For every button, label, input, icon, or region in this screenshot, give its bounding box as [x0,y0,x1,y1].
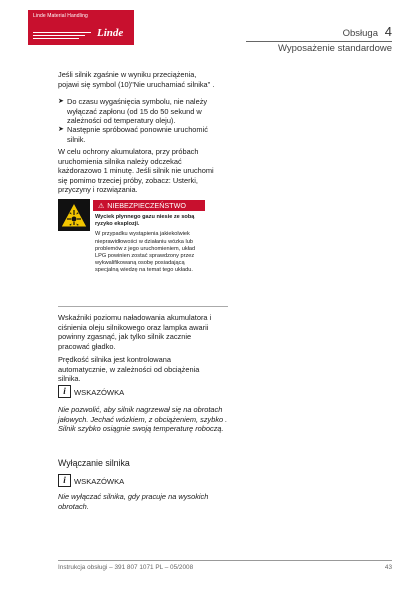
warning-emphasis: Wyciek płynnego gazu niesie ze sobą ryzyko eksplozji. [95,214,195,228]
arrow-bullet-icon: ➤ [58,98,64,105]
danger-warning [93,200,205,275]
explosion-hazard-icon [58,199,90,231]
note-text: Nie wyłączać silnika, gdy pracuje na wysokich obrotach. [58,492,209,511]
linde-logo [28,10,134,45]
note-label: WSKAZÓWKA [74,388,125,397]
speed-text: Prędkość silnika jest kontrolowana automatycznie, w zależności od obciążenia silnika. [58,355,200,384]
bullet-text: Do czasu wygaśnięcia symbolu, nie należy wyłączać zapłonu (od 15 do 50 sekund w zależności od temperatury oleju). [67,97,208,126]
chapter-number: 4 [384,24,392,39]
footer-divider [58,560,392,561]
indicators-paragraph [58,313,218,351]
info-icon: i [58,385,71,398]
note-label: WSKAZÓWKA [74,477,125,486]
bullet-text: Następnie spróbować ponownie uruchomić silnik. [67,125,208,144]
chapter-title: Obsługa [342,28,378,39]
page-number: 43 [384,564,392,571]
bullet-item [58,125,228,144]
warning-body: W przypadku wystąpienia jakiekolwiek nieprawidłowości w działaniu wózka lub problemów z jego uruchomieniem, układ LPG powinien zostać sprawdzony przez wykwalifikowaną osobę posiadającą specjalną wiedzę na temat tego układu. [95,231,196,274]
info-icon: i [58,474,71,487]
arrow-bullet-icon: ➤ [58,126,64,133]
indicators-text: Wskaźniki poziomu naładowania akumulatora i ciśnienia oleju silnikowego oraz lampka awarii powinny zgasnąć, jak tylko silnik zacznie pracować gładko. [58,313,212,351]
note-text: Nie pozwolić, aby silnik nagrzewał się na obrotach jałowych. Jechać wózkiem, z obciążeniem, szybko . Silnik szybko osiągnie swoją temperaturę roboczą. [58,405,228,434]
section-title: Wyposażenie standardowe [278,43,392,54]
logo-tagline: Linde Material Handling [33,13,88,19]
warning-triangle-icon: ⚠ [98,203,105,210]
logo-stripe [33,32,91,33]
warning-title: NIEBEZPIECZEŃSTWO [107,201,186,210]
logo-brand: Linde [97,27,124,39]
battery-paragraph [58,147,218,195]
subsection-heading: Wyłączanie silnika [58,458,130,468]
warning-header [93,200,205,211]
logo-stripe [33,38,79,39]
intro-paragraph [58,70,218,89]
warning-divider [58,306,228,307]
speed-paragraph [58,355,218,384]
intro-text: Jeśli silnik zgaśnie w wyniku przeciążenia, pojawi się symbol (10)"Nie uruchamiać silnika" . [58,70,215,89]
battery-text: W celu ochrony akumulatora, przy próbach uruchomienia silnika należy odczekać każdorazowo 1 minutę. Jeśli silnik nie uruchomi się pomimo trzeciej próby, zobacz: Usterki, przyczyny i rozwiązania. [58,147,214,195]
footer-document-id: Instrukcja obsługi – 391 807 1071 PL – 05/2008 [58,564,194,571]
logo-stripe [33,35,85,36]
bullet-item [58,97,228,126]
header-divider [246,41,392,42]
